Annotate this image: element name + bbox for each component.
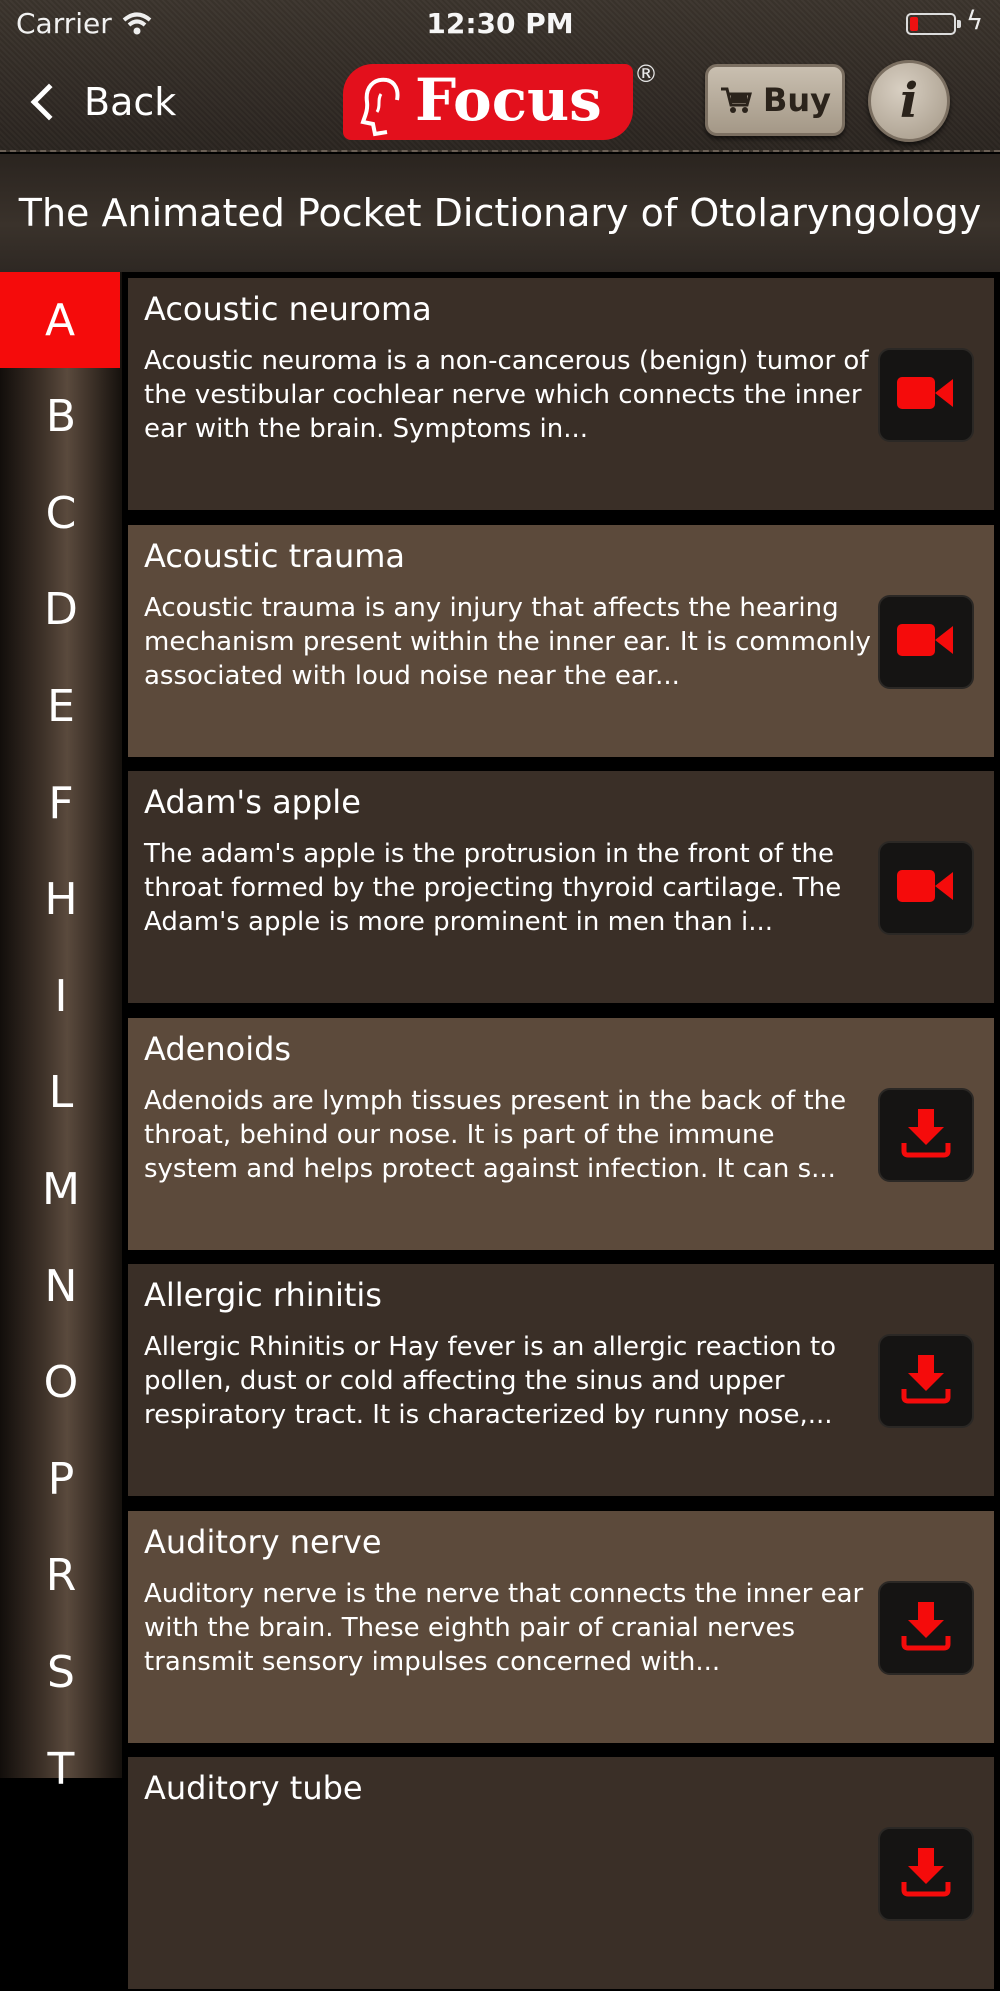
download-icon <box>900 1846 952 1902</box>
list-item[interactable] <box>126 769 996 1005</box>
download-button[interactable] <box>878 1581 974 1675</box>
list-item[interactable] <box>126 523 996 759</box>
list-item[interactable] <box>126 1262 996 1498</box>
status-time: 12:30 PM <box>426 7 574 40</box>
back-button[interactable] <box>28 74 176 130</box>
download-icon <box>900 1107 952 1163</box>
list-item[interactable] <box>126 1509 996 1745</box>
entry-title: Auditory tube <box>144 1769 363 1807</box>
entry-list <box>122 272 1000 1807</box>
index-letter-o[interactable]: O <box>43 1357 79 1409</box>
back-label: Back <box>84 80 177 124</box>
entry-title: Acoustic trauma <box>144 536 406 575</box>
download-button[interactable] <box>878 1827 974 1921</box>
play-video-button[interactable] <box>878 841 974 935</box>
index-letter-p[interactable]: P <box>47 1453 75 1505</box>
entry-title: Adenoids <box>144 1029 292 1068</box>
entry-description: Acoustic trauma is any injury that affects the hearing mechanism present within the inner ear. It is commonly associated with loud noise near the ear... <box>144 592 871 691</box>
index-letter-h[interactable]: H <box>44 874 78 926</box>
index-letter-r[interactable]: R <box>45 1550 77 1602</box>
cart-icon <box>719 85 753 115</box>
index-letter-f[interactable]: F <box>48 777 74 829</box>
focus-logo <box>343 64 633 140</box>
entry-title: Auditory nerve <box>144 1522 382 1561</box>
video-camera-icon <box>897 622 955 662</box>
download-icon <box>900 1353 952 1409</box>
index-letter-b[interactable]: B <box>45 391 77 443</box>
list-item[interactable] <box>126 1755 996 1991</box>
buy-label: Buy <box>762 81 832 119</box>
index-letter-n[interactable]: N <box>44 1260 78 1312</box>
index-letter-c[interactable]: C <box>45 487 77 539</box>
index-letter-l[interactable]: L <box>48 1067 74 1119</box>
nav-header <box>0 0 1000 152</box>
entry-title: Adam's apple <box>144 783 361 821</box>
battery-icon <box>906 13 956 35</box>
buy-button[interactable] <box>705 64 845 136</box>
list-item[interactable] <box>126 276 996 512</box>
page-title-bar <box>0 154 1000 272</box>
index-letter-i[interactable]: I <box>54 970 68 1022</box>
index-letter-s[interactable]: S <box>47 1646 75 1698</box>
list-item[interactable] <box>126 1016 996 1252</box>
download-button[interactable] <box>878 1088 974 1182</box>
download-button[interactable] <box>878 1334 974 1428</box>
index-letter-e[interactable]: E <box>47 680 75 732</box>
entry-title: Acoustic neuroma <box>144 290 432 328</box>
registered-mark: ® <box>634 60 658 88</box>
entry-description: Acoustic neuroma is a non-cancerous (benign) tumor of the vestibular cochlear nerve which connects the inner ear with the brain. Symptoms in... <box>144 346 869 444</box>
entry-description: Adenoids are lymph tissues present in the back of the throat, behind our nose. It is part of the immune system and helps protect against infection. It can s... <box>144 1085 847 1184</box>
play-video-button[interactable] <box>878 348 974 442</box>
video-camera-icon <box>897 868 955 908</box>
status-bar <box>0 0 1000 50</box>
info-icon: i <box>899 73 919 129</box>
info-button[interactable] <box>868 60 950 142</box>
entry-description: Allergic Rhinitis or Hay fever is an allergic reaction to pollen, dust or cold affecting the sinus and upper respiratory tract. It is characterized by runny nose,... <box>144 1332 837 1430</box>
carrier-label: Carrier <box>16 7 112 40</box>
head-profile-icon <box>361 76 403 136</box>
entry-description: The adam's apple is the protrusion in the front of the throat formed by the projecting thyroid cartilage. The Adam's apple is more prominent in men than i... <box>144 839 842 937</box>
play-video-button[interactable] <box>878 595 974 689</box>
entry-description: Auditory nerve is the nerve that connects the inner ear with the brain. These eighth pair of cranial nerves transmit sensory impulses concerned with... <box>144 1578 864 1677</box>
index-letter-a[interactable]: A <box>0 272 120 368</box>
logo-wordmark: Focus <box>415 66 602 134</box>
charging-bolt-icon: ϟ <box>966 6 984 36</box>
chevron-left-icon <box>31 84 68 121</box>
entry-title: Allergic rhinitis <box>144 1276 382 1314</box>
index-letter-t[interactable]: T <box>47 1743 75 1795</box>
page-title: The Animated Pocket Dictionary of Otolaryngology <box>18 191 982 235</box>
index-letter-d[interactable]: D <box>44 584 78 636</box>
download-icon <box>900 1600 952 1656</box>
index-letter-m[interactable]: M <box>42 1163 80 1215</box>
video-camera-icon <box>897 375 955 415</box>
alphabet-index <box>0 272 122 1795</box>
